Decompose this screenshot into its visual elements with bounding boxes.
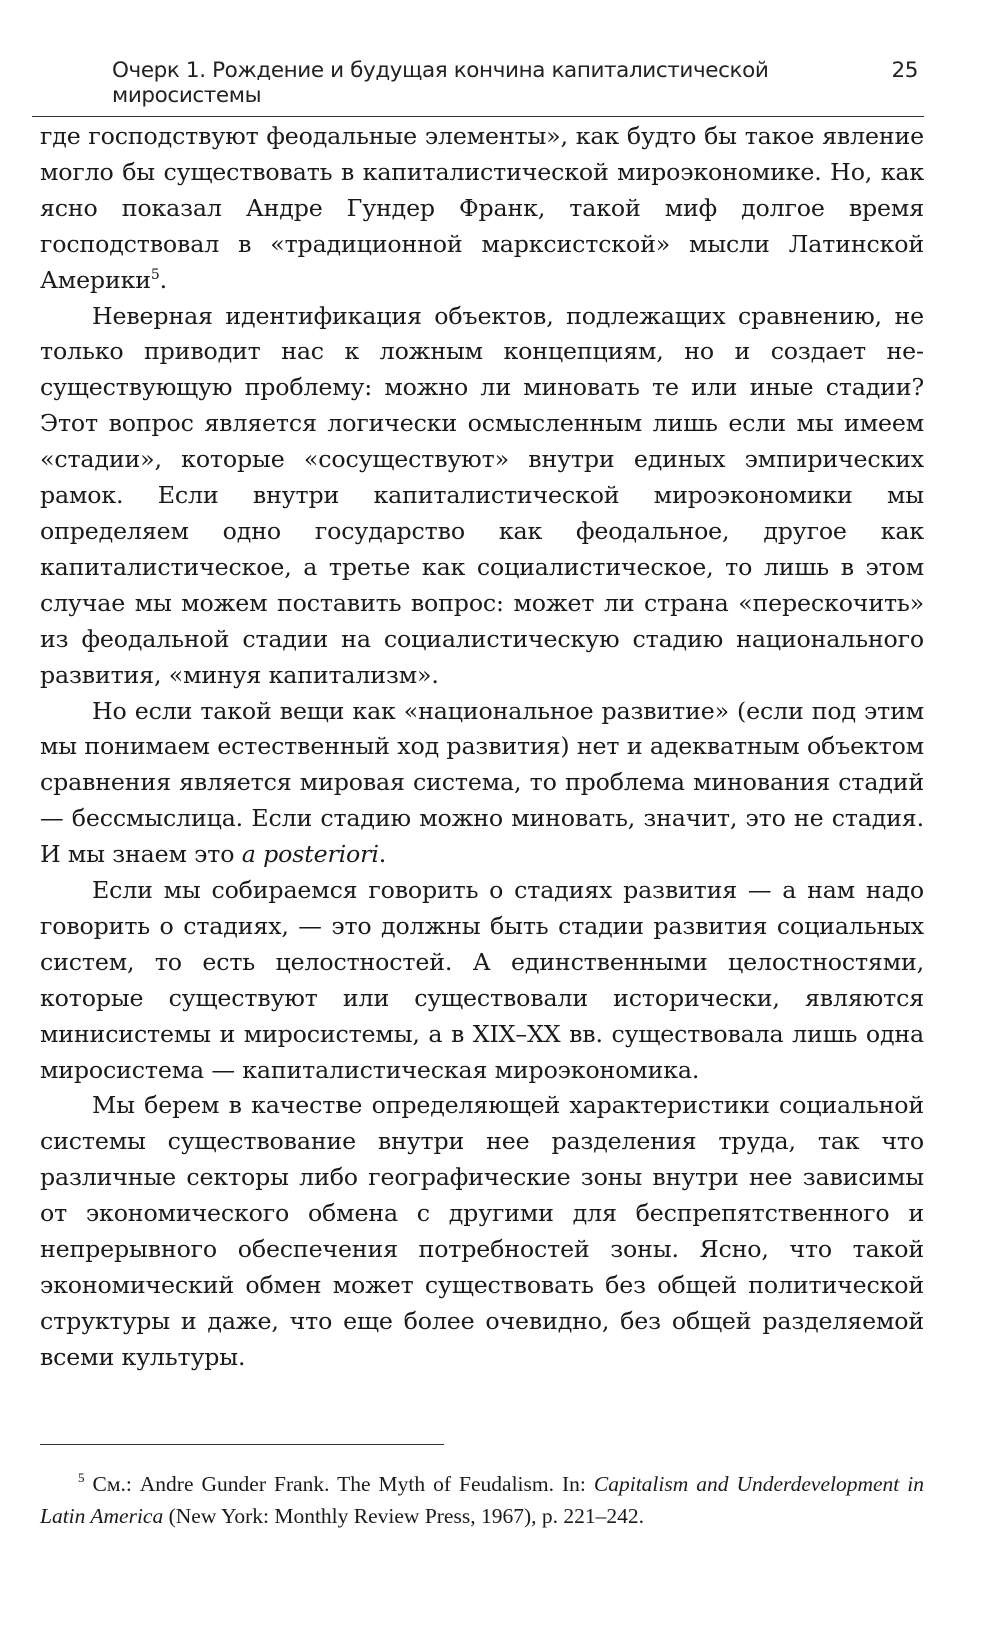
footnote-text-a: См.: Andre Gunder Frank. The Myth of Feudalism. In:	[84, 1472, 594, 1496]
footnote-5	[40, 1468, 924, 1532]
paragraph-1-end: .	[159, 265, 168, 294]
paragraph-3-end: .	[378, 840, 387, 869]
paragraph-4: Если мы собираемся говорить о стадиях развития — а нам надо говорить о стадиях, — это должны быть стадии развития социальных систем, то есть целостностей. А единственными целостностями, которые существуют или существовали исторически, являются минисистемы и миросистемы, а в XIX–XX вв. существовала лишь одна миросистема — капиталистическая мироэкономика.	[40, 876, 924, 1084]
paragraph-3	[40, 694, 924, 874]
footnote-number: 5	[78, 1470, 85, 1485]
paragraph-3-text: Но если такой вещи как «национальное развитие» (если под этим мы понимаем естественный ход развития) нет и адекватным объектом сравнения является мировая система, то проблема минования стадий — бессмыслица. Если стадию можно миновать, значит, это не стадия. И мы знаем это	[40, 696, 924, 869]
paragraph-2: Неверная идентификация объектов, подлежащих сравнению, не только приводит нас к ложным концепциям, но и создает несуществующую проблему: можно ли миновать те или иные стадии? Этот вопрос является логически осмысленным лишь если мы имеем «стадии», которые «сосуществуют» внутри единых эмпирических рамок. Если внутри капиталистической мироэкономики мы определяем одно государство как феодальное, другое как капиталистическое, а третье как социалистическое, то лишь в этом случае мы можем поставить вопрос: может ли страна «перескочить» из феодальной стадии на социалистическую стадию национального развития, «минуя капитализм».	[40, 301, 924, 689]
running-header	[32, 58, 924, 117]
paragraph-1	[40, 119, 924, 299]
paragraph-1-text: где господствуют феодальные элементы», как будто бы такое явление могло бы существовать в капиталистической мироэкономике. Но, как ясно показал Андре Гундер Франк, такой миф долгое время господствовал в «традиционной марксистской» мысли Латинской Америки	[40, 122, 924, 294]
paragraph-3-italic: a posteriori	[241, 840, 379, 869]
paragraph-5: Мы берем в качестве определяющей характеристики социальной системы существование внутри нее разделения труда, так что различные секторы либо географические зоны внутри нее зависимы от экономического обмена с другими для беспрепятственного и непрерывного обеспечения потребностей зоны. Ясно, что такой экономический обмен может существовать без общей политической структуры и даже, что еще более очевидно, без общей разделяемой всеми культуры.	[40, 1091, 924, 1371]
page-number: 25	[891, 58, 918, 83]
main-text	[40, 119, 924, 1376]
footnote-text-b: (New York: Monthly Review Press, 1967), p. 221–242.	[163, 1504, 644, 1528]
footnote-separator	[40, 1444, 444, 1445]
footnote-ref-5: 5	[150, 266, 160, 283]
footnote-italic-title: Capitalism and Underdevelopment in Latin America	[40, 1472, 924, 1528]
running-header-title: Очерк 1. Рождение и будущая кончина капиталистической миросистемы	[112, 58, 769, 108]
